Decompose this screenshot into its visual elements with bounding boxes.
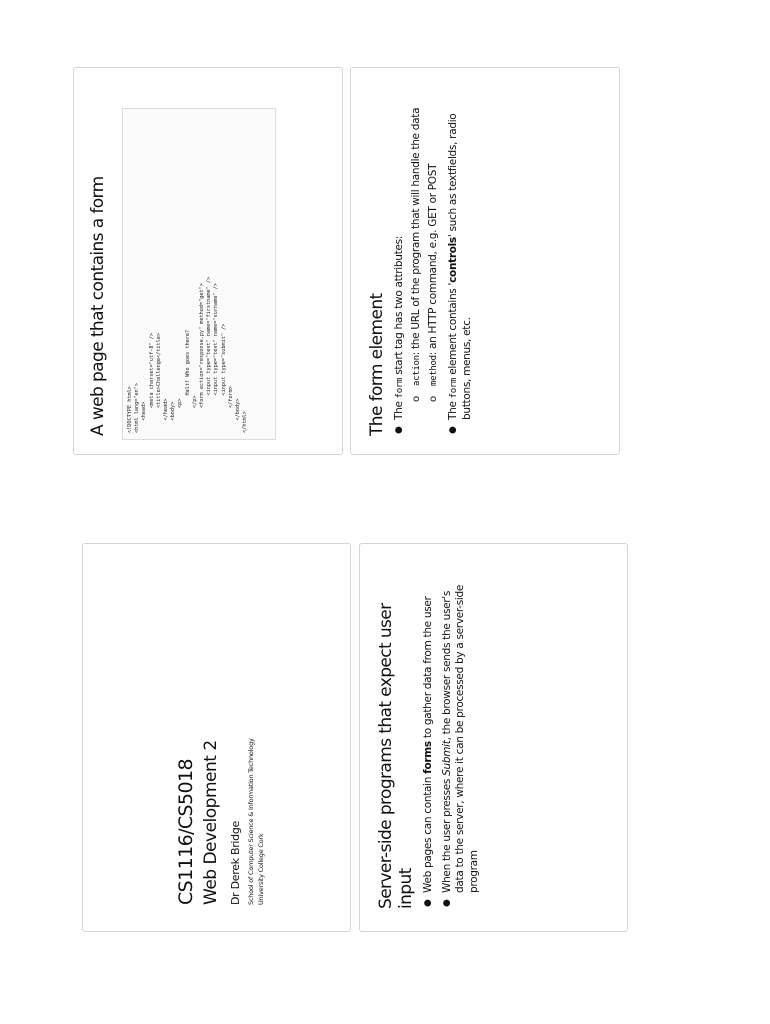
italic-text: Submit — [440, 740, 453, 776]
course-code: CS1116/CS5018 — [175, 759, 197, 905]
bullet-list — [422, 566, 481, 909]
text: : the URL of the program that will handle the data — [409, 107, 422, 356]
text: to gather data from the user — [422, 596, 434, 742]
code-text: action — [411, 355, 422, 386]
code-line: </p> — [191, 395, 198, 433]
text: Web pages can contain — [422, 773, 434, 893]
code-line: <!DOCTYPE html> — [127, 386, 133, 433]
slide-heading: The form element — [367, 293, 387, 436]
code-block — [122, 108, 276, 440]
college-name: University College Cork — [257, 833, 265, 905]
slide-content — [83, 544, 350, 931]
code-text: form — [448, 377, 459, 399]
slide-heading: Server-side programs that expect user input — [376, 603, 416, 909]
author-name: Dr Derek Bridge — [229, 821, 242, 905]
code-line: <form action="response.py" method="get"> — [199, 283, 206, 433]
code-line: </form> — [227, 386, 234, 433]
code-line: <body> — [170, 401, 177, 433]
text: , the browser sends the user's data to the server, where it can be processed by a server-side program — [440, 584, 480, 893]
text: : an HTTP command, e.g. GET or POST — [427, 163, 439, 356]
slide-server-side — [359, 543, 628, 932]
code-line: <title>Challenge</title> — [155, 333, 162, 433]
code-line: <html lang="en"> — [134, 383, 141, 433]
text: The — [393, 398, 405, 420]
slide-form-element — [350, 67, 620, 455]
text: start tag has two attributes: — [393, 235, 405, 378]
text: element contains ' — [446, 282, 459, 378]
code-listing — [123, 109, 253, 439]
text: When the user presses — [440, 775, 453, 893]
course-subtitle: Web Development 2 — [201, 740, 221, 905]
code-line: <head> — [141, 401, 148, 433]
code-line: <input type="text" name="surname" /> — [213, 283, 220, 433]
text: ' such as textfields, radio buttons, menus, etc. — [446, 113, 473, 420]
sub-list-item — [410, 86, 425, 420]
slide-content — [351, 68, 619, 454]
slide-heading: A web page that contains a form — [88, 176, 108, 436]
list-item — [422, 566, 436, 909]
slide-content — [74, 68, 342, 454]
code-text: method — [429, 355, 439, 386]
bullet-list — [393, 86, 475, 436]
code-line: </body> — [235, 398, 242, 433]
sub-list-item — [427, 86, 442, 420]
code-line: <meta charset="utf-8" /> — [148, 333, 155, 433]
code-line: <p> — [177, 398, 184, 433]
slide-title-card — [82, 543, 351, 932]
bold-text: controls — [446, 237, 459, 283]
list-item — [441, 566, 482, 909]
text: The — [446, 398, 459, 420]
code-line: </html> — [242, 411, 249, 433]
code-line: </head> — [163, 398, 170, 433]
code-text: form — [395, 377, 405, 399]
slide-content — [360, 544, 627, 931]
code-line: Halt! Who goes there? — [184, 329, 191, 433]
school-name: School of Computer Science & Information Technology — [247, 738, 255, 905]
slide-form-example — [73, 67, 343, 455]
code-line: <input type="submit" /> — [220, 323, 227, 433]
bold-text: forms — [422, 741, 434, 774]
code-line: <input type="text" name="firstname" /> — [206, 276, 213, 433]
list-item — [393, 86, 442, 436]
sub-list — [410, 86, 442, 420]
list-item — [447, 86, 475, 436]
